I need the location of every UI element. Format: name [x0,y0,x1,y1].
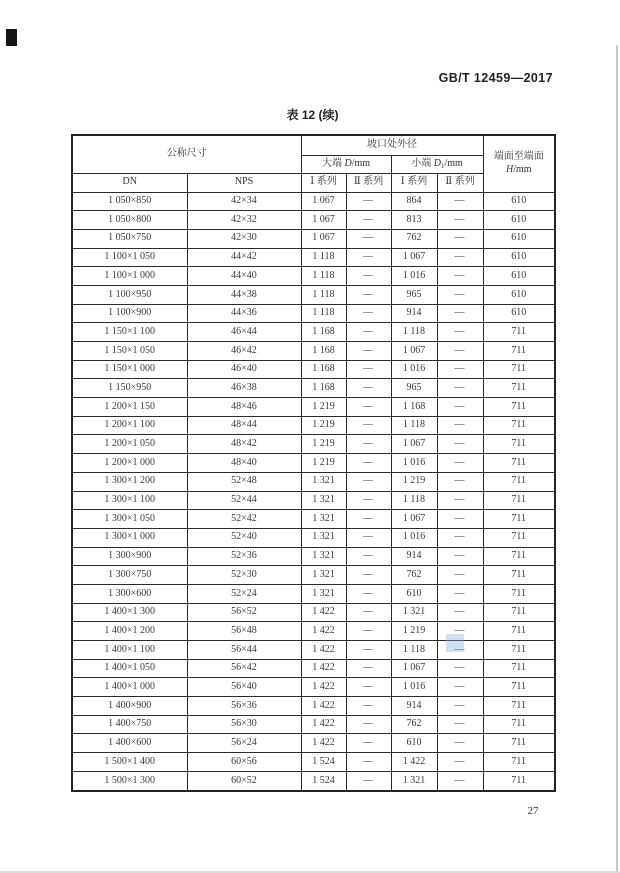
table-row [72,491,555,510]
table-cell: — [437,416,483,435]
table-cell: — [346,379,391,398]
table-cell: — [437,715,483,734]
table-row [72,584,555,603]
table-cell: 1 422 [301,734,346,753]
face-to-face-label: 端面至端面 [493,151,544,163]
table-cell: 711 [483,435,555,454]
table-cell: 711 [483,491,555,510]
table-cell: 1 321 [301,472,346,491]
table-cell: — [437,379,483,398]
table-cell: 1 050×800 [72,211,187,230]
header-large-end: 大端 D/mm [301,155,391,173]
table-cell: 711 [483,697,555,716]
table-cell: — [346,398,391,417]
table-cell: 52×24 [187,584,301,603]
header-face-to-face [483,135,555,192]
table-cell: 1 100×900 [72,304,187,323]
table-cell: 711 [483,547,555,566]
table-cell: 965 [391,285,437,304]
table-cell: — [346,659,391,678]
face-to-face-unit: H/mm [505,163,532,175]
table-cell: 610 [391,734,437,753]
table-cell: — [346,678,391,697]
header-dn: DN [72,173,187,192]
table-cell: 1 067 [391,659,437,678]
table-cell: 52×40 [187,528,301,547]
table-cell: 1 118 [391,416,437,435]
header-bevel-od: 坡口处外径 [301,135,483,155]
table-cell: 1 321 [301,510,346,529]
table-row [72,697,555,716]
table-cell: 1 400×1 200 [72,622,187,641]
table-cell: 1 150×1 050 [72,342,187,361]
table-cell: 42×30 [187,229,301,248]
table-cell: 1 422 [301,678,346,697]
table-cell: 1 050×750 [72,229,187,248]
table-cell: 1 321 [301,547,346,566]
table-cell: — [437,734,483,753]
table-cell: 56×24 [187,734,301,753]
table-cell: — [437,304,483,323]
header-nominal-size: 公称尺寸 [72,135,301,173]
table-cell: 711 [483,622,555,641]
table-row [72,753,555,772]
table-cell: — [437,229,483,248]
table-row [72,715,555,734]
table-cell: — [346,510,391,529]
table-cell: 1 168 [301,323,346,342]
table-cell: 1 400×900 [72,697,187,716]
table-cell: 610 [391,584,437,603]
table-cell: 42×34 [187,192,301,211]
table-cell: 1 422 [301,659,346,678]
table-cell: 56×36 [187,697,301,716]
header-series-1-small: Ⅰ 系列 [391,173,437,192]
table-cell: 610 [483,248,555,267]
header-nps: NPS [187,173,301,192]
table-cell: 1 219 [301,398,346,417]
table-cell: — [346,360,391,379]
table-cell: — [346,528,391,547]
table-cell: 1 400×1 100 [72,641,187,660]
table-cell: 42×32 [187,211,301,230]
table-cell: — [346,416,391,435]
table-cell: — [437,641,483,660]
table-cell: — [437,510,483,529]
table-cell: 56×48 [187,622,301,641]
table-cell: 1 016 [391,360,437,379]
table-cell: — [346,641,391,660]
table-row [72,435,555,454]
table-cell: 1 500×1 400 [72,753,187,772]
table-row [72,379,555,398]
table-cell: 48×42 [187,435,301,454]
table-cell: 1 067 [391,435,437,454]
table-cell: 1 300×1 100 [72,491,187,510]
table-row [72,603,555,622]
table-cell: 1 067 [391,248,437,267]
table-cell: — [437,398,483,417]
table-cell: 1 118 [301,304,346,323]
table-cell: 711 [483,753,555,772]
table-cell: 1 016 [391,267,437,286]
table-cell: 1 168 [301,360,346,379]
table-cell: 711 [483,734,555,753]
selection-highlight [446,634,464,652]
table-cell: — [437,192,483,211]
table-cell: 711 [483,379,555,398]
table-cell: 46×44 [187,323,301,342]
table-cell: — [346,753,391,772]
table-cell: — [346,491,391,510]
table-cell: 1 219 [391,622,437,641]
table-cell: — [437,771,483,791]
table-cell: 762 [391,229,437,248]
table-cell: 1 016 [391,454,437,473]
table-cell: 52×44 [187,491,301,510]
table-cell: 1 400×750 [72,715,187,734]
table-cell: 1 400×1 050 [72,659,187,678]
table-cell: — [346,472,391,491]
table-row [72,622,555,641]
table-cell: 711 [483,566,555,585]
table-row [72,678,555,697]
table-cell: 56×40 [187,678,301,697]
table-cell: 1 067 [301,192,346,211]
table-cell: 1 400×1 300 [72,603,187,622]
table-cell: 711 [483,323,555,342]
table-cell: 711 [483,454,555,473]
table-cell: 56×30 [187,715,301,734]
table-header [72,135,555,192]
table-cell: 711 [483,584,555,603]
table-cell: 711 [483,510,555,529]
table-cell: 1 150×950 [72,379,187,398]
table-cell: 1 118 [391,641,437,660]
table-row [72,528,555,547]
table-cell: 1 219 [301,435,346,454]
table-cell: 610 [483,267,555,286]
table-cell: 1 321 [301,566,346,585]
table-row [72,472,555,491]
table-cell: 762 [391,715,437,734]
table-row [72,192,555,211]
table-row [72,211,555,230]
table-cell: 1 200×1 050 [72,435,187,454]
table-cell: 711 [483,641,555,660]
table-cell: — [346,248,391,267]
table-cell: — [346,622,391,641]
table-cell: 46×38 [187,379,301,398]
table-cell: 52×36 [187,547,301,566]
table-cell: 1 219 [391,472,437,491]
table-cell: 52×48 [187,472,301,491]
table-cell: 610 [483,285,555,304]
table-row [72,304,555,323]
table-cell: 56×52 [187,603,301,622]
table-cell: 1 500×1 300 [72,771,187,791]
table-cell: — [437,342,483,361]
table-row [72,398,555,417]
table-cell: 60×56 [187,753,301,772]
table-cell: — [346,323,391,342]
table-cell: — [437,323,483,342]
table-cell: 711 [483,715,555,734]
header-series-1-large: Ⅰ 系列 [301,173,346,192]
table-cell: 1 524 [301,771,346,791]
table-cell: — [346,547,391,566]
table-cell: 610 [483,304,555,323]
table-cell: 1 200×1 150 [72,398,187,417]
table-cell: 1 016 [391,528,437,547]
table-cell: 711 [483,771,555,791]
header-small-end: 小端 $D_1/mm$ [391,155,483,173]
table-cell: 1 200×1 000 [72,454,187,473]
table-cell: 1 321 [301,584,346,603]
table-row [72,734,555,753]
table-cell: 1 321 [301,528,346,547]
table-cell: 610 [483,192,555,211]
table-cell: 1 168 [391,398,437,417]
table-cell: — [437,697,483,716]
table-cell: 711 [483,678,555,697]
table-cell: 1 067 [301,211,346,230]
table-cell: — [437,248,483,267]
table-cell: 1 150×1 100 [72,323,187,342]
table-cell: — [346,715,391,734]
table-row [72,285,555,304]
table-cell: 610 [483,229,555,248]
table-body [72,192,555,791]
table-cell: — [346,211,391,230]
table-cell: 46×42 [187,342,301,361]
table-cell: 1 168 [301,379,346,398]
table-cell: — [437,603,483,622]
table-cell: 1 422 [301,715,346,734]
table-cell: — [346,192,391,211]
table-cell: 1 321 [391,771,437,791]
table-cell: 711 [483,342,555,361]
table-cell: — [437,211,483,230]
table-cell: 914 [391,697,437,716]
table-cell: — [346,697,391,716]
table-cell: 44×36 [187,304,301,323]
table-row [72,248,555,267]
table-cell: 1 422 [301,697,346,716]
table-cell: — [437,547,483,566]
table-cell: 48×40 [187,454,301,473]
table-cell: 711 [483,603,555,622]
table-cell: — [346,285,391,304]
table-cell: 762 [391,566,437,585]
table-cell: — [437,753,483,772]
table-row [72,342,555,361]
table-row [72,229,555,248]
table-cell: 1 050×850 [72,192,187,211]
table-cell: — [437,584,483,603]
table-cell: — [346,454,391,473]
table-row [72,323,555,342]
table-cell: 1 321 [301,491,346,510]
table-cell: 965 [391,379,437,398]
table-cell: — [437,659,483,678]
table-row [72,641,555,660]
table-cell: 1 422 [391,753,437,772]
table-cell: 60×52 [187,771,301,791]
table-cell: 1 200×1 100 [72,416,187,435]
table-cell: 1 300×1 050 [72,510,187,529]
header-series-2-small: Ⅱ 系列 [437,173,483,192]
table-cell: 44×42 [187,248,301,267]
table-cell: — [346,771,391,791]
table-cell: 1 300×750 [72,566,187,585]
table-cell: — [437,267,483,286]
doc-code: GB/T 12459—2017 [438,71,553,85]
table-cell: 48×46 [187,398,301,417]
table-cell: 1 321 [391,603,437,622]
table-cell: 711 [483,398,555,417]
table-cell: — [437,678,483,697]
table-cell: 56×42 [187,659,301,678]
table-cell: 1 400×600 [72,734,187,753]
table-cell: 1 219 [301,454,346,473]
table-cell: — [346,435,391,454]
table-cell: 1 219 [301,416,346,435]
table-cell: — [346,584,391,603]
table-cell: 711 [483,528,555,547]
table-cell: — [346,229,391,248]
table-cell: 56×44 [187,641,301,660]
table-cell: 813 [391,211,437,230]
table-row [72,416,555,435]
table-cell: 1 100×1 050 [72,248,187,267]
table-cell: 1 300×900 [72,547,187,566]
table-cell: 1 168 [301,342,346,361]
dimension-table [71,134,556,792]
table-row [72,566,555,585]
table-cell: 1 118 [391,491,437,510]
table-row [72,659,555,678]
table-row [72,510,555,529]
table-cell: 711 [483,659,555,678]
table-cell: 711 [483,360,555,379]
table-cell: 1 118 [301,267,346,286]
table-cell: — [437,360,483,379]
table-cell: — [437,435,483,454]
table-cell: — [346,566,391,585]
table-cell: 1 118 [301,285,346,304]
table-cell: — [346,342,391,361]
header-series-2-large: Ⅱ 系列 [346,173,391,192]
table-cell: 52×42 [187,510,301,529]
table-cell: — [437,566,483,585]
table-cell: 1 067 [391,342,437,361]
table-cell: 1 422 [301,622,346,641]
table-cell: 711 [483,472,555,491]
scan-edge-right [616,45,618,873]
table-row [72,771,555,791]
page-number: 27 [527,805,539,817]
table-cell: — [437,622,483,641]
table-cell: 1 400×1 000 [72,678,187,697]
table-cell: — [346,267,391,286]
table-cell: 1 300×600 [72,584,187,603]
table-cell: 914 [391,304,437,323]
table-row [72,267,555,286]
table-cell: 1 118 [301,248,346,267]
table-cell: 1 422 [301,603,346,622]
table-cell: 711 [483,416,555,435]
table-cell: 1 524 [301,753,346,772]
table-cell: 1 300×1 000 [72,528,187,547]
table-cell: — [437,454,483,473]
table-cell: 44×40 [187,267,301,286]
table-cell: 1 100×950 [72,285,187,304]
table-cell: — [346,304,391,323]
table-cell: — [346,734,391,753]
table-cell: — [346,603,391,622]
table-cell: 1 118 [391,323,437,342]
table-cell: — [437,285,483,304]
table-row [72,454,555,473]
table-cell: 610 [483,211,555,230]
table-cell: 44×38 [187,285,301,304]
table-cell: 1 100×1 000 [72,267,187,286]
table-cell: 864 [391,192,437,211]
table-title: 表 12 (续) [286,108,339,122]
table-cell: 46×40 [187,360,301,379]
scan-corner-mark [6,29,17,46]
table-cell: — [437,528,483,547]
table-row [72,360,555,379]
table-cell: 914 [391,547,437,566]
table-cell: 1 422 [301,641,346,660]
table-cell: — [437,472,483,491]
table-cell: 48×44 [187,416,301,435]
table-cell: — [437,491,483,510]
table-cell: 1 016 [391,678,437,697]
table-cell: 1 067 [301,229,346,248]
table-row [72,547,555,566]
table-cell: 1 067 [391,510,437,529]
table-cell: 52×30 [187,566,301,585]
table-cell: 1 150×1 000 [72,360,187,379]
table-cell: 1 300×1 200 [72,472,187,491]
